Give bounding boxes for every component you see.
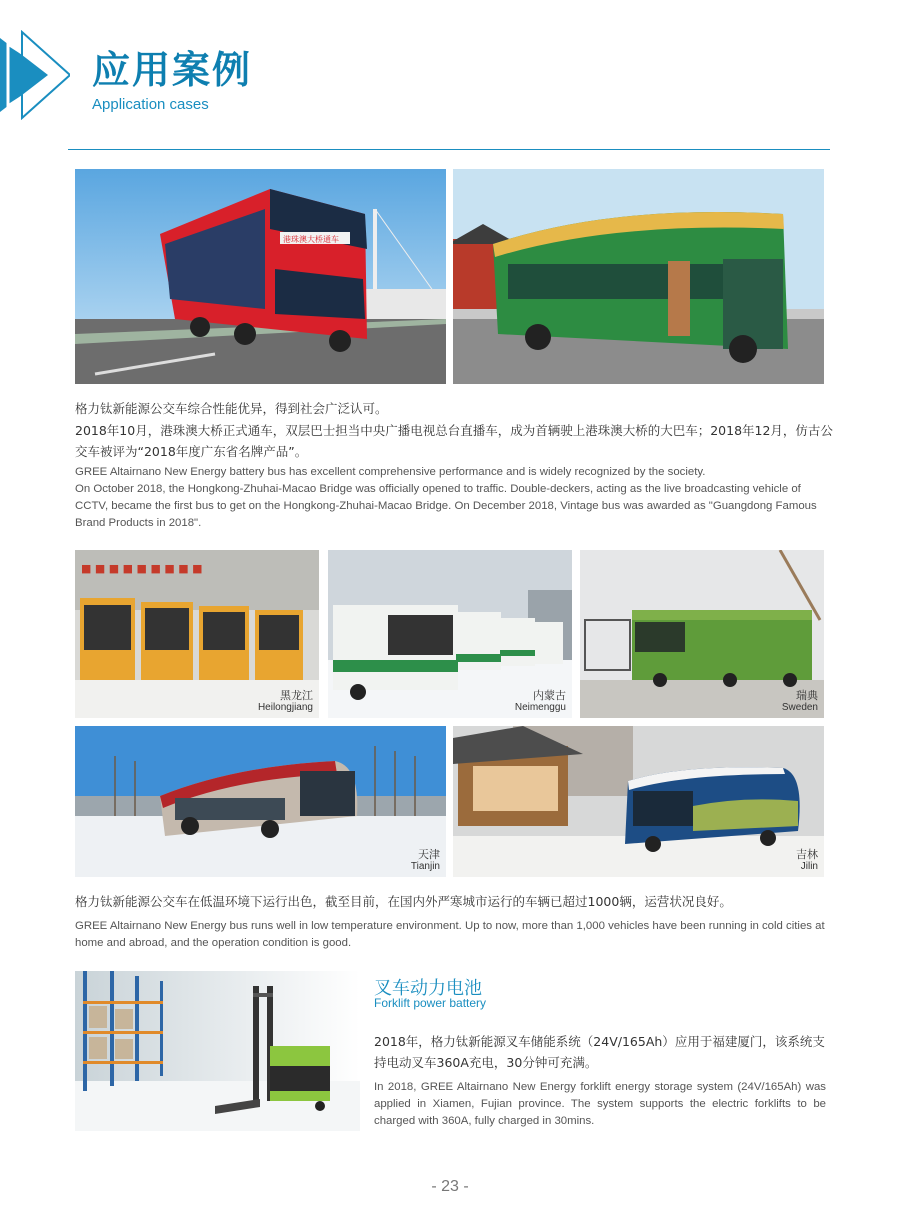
heilongjiang-photo	[75, 550, 319, 718]
caption-neimenggu-en: Neimenggu	[514, 702, 566, 713]
vintage-bus-photo	[453, 169, 824, 384]
bus-banner-text: 港珠澳大桥通车	[283, 235, 339, 244]
forklift-section-title: 叉车动力电池	[374, 978, 482, 999]
cold-paragraph-cn: 格力钛新能源公交车在低温环境下运行出色，截至目前，在国内外严寒城市运行的车辆已超过1000辆，运营状况良好。	[75, 894, 732, 909]
header-chevron-icon	[0, 30, 70, 120]
bus-paragraph-en-1: GREE Altairnano New Energy battery bus has excellent comprehensive performance and is widely recognized by the society.	[75, 466, 706, 478]
caption-neimenggu-cn: 内蒙古	[533, 689, 566, 702]
forklift-photo	[75, 971, 360, 1131]
caption-heilongjiang-cn: 黑龙江	[280, 689, 313, 702]
double-decker-bus-photo	[75, 169, 446, 384]
page-subtitle: Application cases	[92, 96, 209, 113]
tianjin-photo	[75, 726, 446, 877]
forklift-paragraph-cn: 2018年，格力钛新能源叉车储能系统（24V/165Ah）应用于福建厦门，该系统支持电动叉车360A充电，30分钟可充满。	[374, 1034, 825, 1070]
page-number: - 23 -	[431, 1178, 469, 1195]
caption-tianjin-cn: 天津	[418, 848, 440, 861]
caption-sweden-en: Sweden	[781, 702, 818, 713]
cold-paragraph-en: GREE Altairnano New Energy bus runs well in low temperature environment. Up to now, more than 1,000 vehicles have been running in cold cities at home and abroad, and the operation condition is good.	[75, 920, 825, 949]
jilin-photo	[453, 726, 824, 877]
caption-jilin-cn: 吉林	[796, 848, 818, 861]
svg-text:■ ■ ■ ■ ■ ■ ■ ■ ■: ■ ■ ■ ■ ■ ■ ■ ■ ■	[81, 562, 203, 575]
bus-paragraph-en-2: On October 2018, the Hongkong-Zhuhai-Macao Bridge was officially opened to traffic. Double-deckers, acting as the live broadcasting vehicle of CCTV, became the first bus to get on the Hongkong-Zhuhai-Macao Bridge. On December 2018, Vintage bus was awarded as "Guangdong Famous Brand Products in 2018".	[75, 483, 817, 529]
bus-paragraph-cn-1: 格力钛新能源公交车综合性能优异，得到社会广泛认可。	[75, 401, 388, 416]
forklift-section-subtitle: Forklift power battery	[374, 996, 487, 1010]
header-divider	[68, 149, 830, 150]
caption-jilin-en: Jilin	[800, 861, 818, 872]
page-title: 应用案例	[92, 48, 253, 92]
caption-heilongjiang-en: Heilongjiang	[257, 702, 313, 713]
sweden-photo	[580, 550, 824, 718]
neimenggu-photo	[328, 550, 572, 718]
bus-paragraph-cn-2: 2018年10月，港珠澳大桥正式通车，双层巴士担当中央广播电视总台直播车，成为首辆驶上港珠澳大桥的大巴车；2018年12月，仿古公交车被评为“2018年度广东省名牌产品”。	[75, 423, 833, 459]
caption-sweden-cn: 瑞典	[796, 689, 818, 702]
caption-tianjin-en: Tianjin	[410, 861, 440, 872]
forklift-paragraph-en: In 2018, GREE Altairnano New Energy forklift energy storage system (24V/165Ah) was applied in Xiamen, Fujian province. The system supports the electric forklifts to be charged with 360A, fully charged in 30mins.	[374, 1081, 826, 1127]
